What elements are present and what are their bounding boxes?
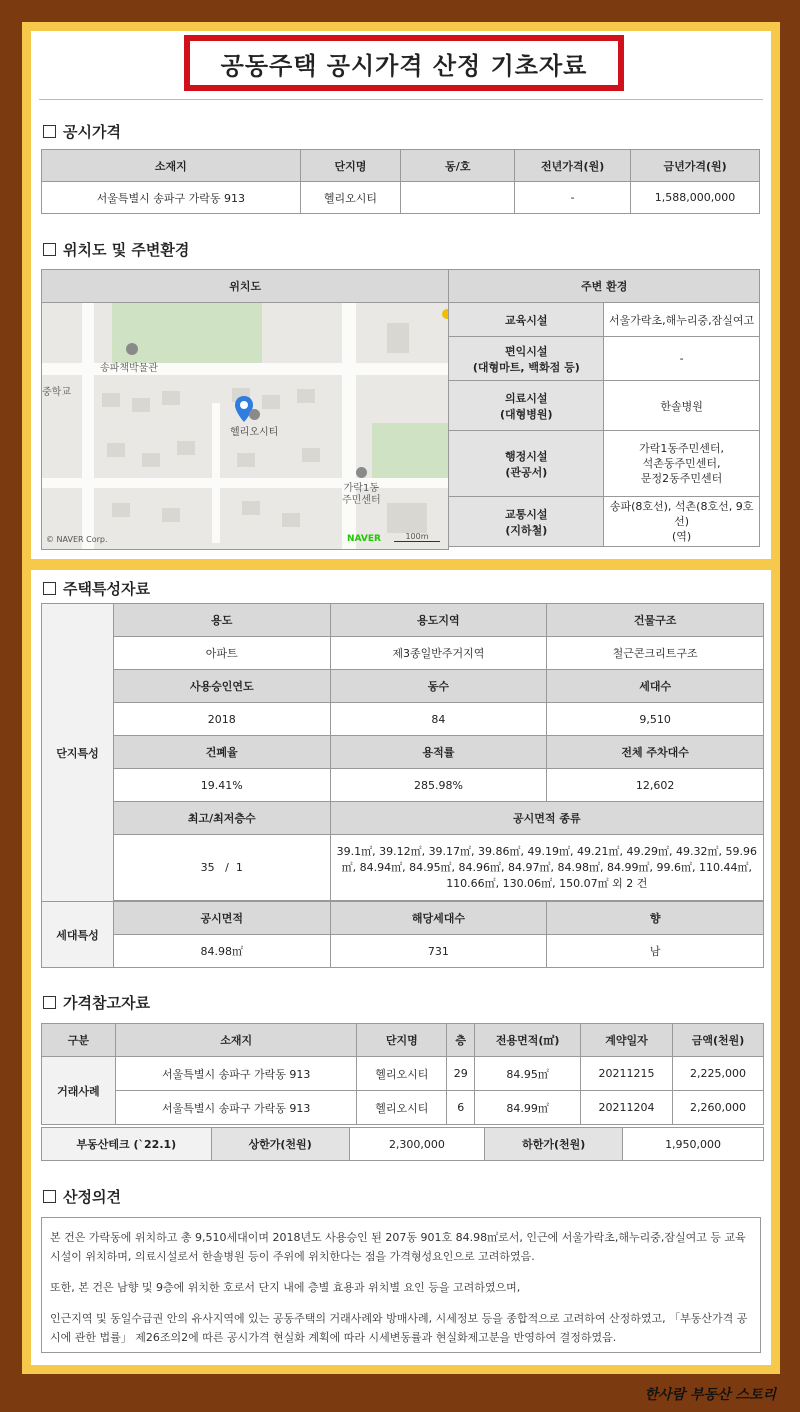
env-value: 송파(8호선), 석촌(8호선, 9호선) (역) <box>604 497 760 547</box>
reference-cell: 서울특별시 송파구 가락동 913 <box>115 1091 357 1125</box>
building <box>177 441 195 455</box>
env-label: 교육시설 <box>449 303 604 337</box>
env-value: 서울가락초,해누리중,잠실여고 <box>604 303 760 337</box>
feature-header: 건폐율 <box>113 736 330 769</box>
center-icon <box>356 467 367 478</box>
map-label-school: 중학교 <box>42 387 71 398</box>
env-value: 가락1동주민센터, 석촌동주민센터, 문정2동주민센터 <box>604 431 760 497</box>
building <box>112 503 130 517</box>
feature-cell: 285.98% <box>330 769 547 802</box>
section-price <box>43 121 121 142</box>
feature-cell: 철근콘크리트구조 <box>547 637 764 670</box>
park-area <box>372 423 449 483</box>
feature-cell: 84 <box>330 703 547 736</box>
checkbox-icon <box>43 1190 56 1203</box>
section-location <box>43 239 189 260</box>
env-header: 주변 환경 <box>449 270 760 303</box>
env-label: 행정시설 (관공서) <box>449 431 604 497</box>
building <box>162 391 180 405</box>
reference-cell: 20211204 <box>581 1091 673 1125</box>
map-label-museum: 송파책박물관 <box>100 363 158 374</box>
sedae-header: 해당세대수 <box>330 902 547 935</box>
reference-cell: 2,225,000 <box>673 1057 764 1091</box>
price-header: 소재지 <box>42 150 301 182</box>
checkbox-icon <box>43 125 56 138</box>
section-opinion-label: 산정의견 <box>63 1188 121 1206</box>
feature-header: 건물구조 <box>547 604 764 637</box>
building <box>282 513 300 527</box>
reference-cell: 6 <box>447 1091 475 1125</box>
reference-header: 계약일자 <box>581 1024 673 1057</box>
bottom-panel-inner <box>31 570 771 1365</box>
price-cell: - <box>515 182 631 214</box>
map-scale: 100m <box>394 532 440 542</box>
footer-brand: 한사람 부동산 스토리 <box>644 1387 776 1403</box>
map-label-center: 가락1동 주민센터 <box>342 483 381 506</box>
env-label: 교통시설 (지하철) <box>449 497 604 547</box>
museum-icon <box>126 343 138 355</box>
map-label-complex: 헬리오시티 <box>230 427 279 438</box>
building <box>242 501 260 515</box>
reference-cell: 서울특별시 송파구 가락동 913 <box>115 1057 357 1091</box>
building <box>237 453 255 467</box>
floors-value: 35 / 1 <box>113 835 330 901</box>
floors-header: 최고/최저층수 <box>113 802 330 835</box>
sedae-cell: 731 <box>330 935 547 968</box>
reference-cell: 29 <box>447 1057 475 1091</box>
price-header: 전년가격(원) <box>515 150 631 182</box>
price-cell: 1,588,000,000 <box>631 182 760 214</box>
lower-value: 1,950,000 <box>623 1128 764 1161</box>
opinion-box <box>41 1217 761 1353</box>
section-features-label: 주택특성자료 <box>63 580 150 598</box>
feature-cell: 19.41% <box>113 769 330 802</box>
reference-header: 단지명 <box>357 1024 447 1057</box>
reference-cell: 2,260,000 <box>673 1091 764 1125</box>
section-price-label: 공시가격 <box>63 123 121 141</box>
section-reference <box>43 992 150 1013</box>
reference-table <box>41 1023 764 1125</box>
checkbox-icon <box>43 582 56 595</box>
area-types-value: 39.1㎡, 39.12㎡, 39.17㎡, 39.86㎡, 49.19㎡, 49.21㎡, 49.29㎡, 49.32㎡, 59.96㎡, 84.94㎡, 84.95㎡, 84.96㎡, 84.97㎡, 84.98㎡, 84.99㎡, 99.6㎡, 110.44㎡, 110.66㎡, 130.06㎡, 150.07㎡ 외 2 건 <box>330 835 763 901</box>
location-map[interactable] <box>41 302 449 550</box>
reference-cell: 20211215 <box>581 1057 673 1091</box>
reference-group: 거래사례 <box>42 1057 116 1125</box>
bottom-panel <box>22 564 780 1374</box>
building <box>107 443 125 457</box>
road <box>212 403 220 543</box>
feature-header: 세대수 <box>547 670 764 703</box>
top-panel <box>22 22 780 568</box>
upper-label: 상한가(천원) <box>211 1128 349 1161</box>
sedae-label: 세대특성 <box>42 902 114 968</box>
danji-label: 단지특성 <box>42 604 114 902</box>
feature-header: 용도 <box>113 604 330 637</box>
building <box>297 389 315 403</box>
opinion-paragraph: 본 건은 가락동에 위치하고 총 9,510세대이며 2018년도 사용승인 된 207동 901호 84.98㎡로서, 인근에 서울가락초,해누리중,잠실여고 등 교육시설이 위치하며, 의료시설로서 한솔병원 등이 주위에 위치한다는 점을 가격형성요인으로 고려하였음. <box>50 1231 746 1263</box>
price-header: 단지명 <box>300 150 401 182</box>
tech-label: 부동산테크 (`22.1) <box>42 1128 212 1161</box>
sedae-cell: 84.98㎡ <box>113 935 330 968</box>
road <box>342 303 356 550</box>
price-cell: 헬리오시티 <box>300 182 401 214</box>
feature-cell: 2018 <box>113 703 330 736</box>
reference-header: 구분 <box>42 1024 116 1057</box>
env-value: 한솔병원 <box>604 381 760 431</box>
reference-header: 전용면적(㎡) <box>475 1024 581 1057</box>
map-header: 위치도 <box>42 270 449 303</box>
checkbox-icon <box>43 243 56 256</box>
upper-value: 2,300,000 <box>349 1128 485 1161</box>
reference-header: 소재지 <box>115 1024 357 1057</box>
top-panel-inner <box>31 31 771 559</box>
building <box>142 453 160 467</box>
sedae-header: 향 <box>547 902 764 935</box>
feature-header: 용도지역 <box>330 604 547 637</box>
feature-cell: 아파트 <box>113 637 330 670</box>
building <box>387 503 427 533</box>
price-header: 동/호 <box>401 150 515 182</box>
map-copyright: © NAVER Corp. <box>46 535 108 544</box>
env-value: - <box>604 337 760 381</box>
opinion-paragraph: 또한, 본 건은 남향 및 9층에 위치한 호로서 단지 내에 층별 효용과 위치별 요인 등을 고려하였으며, <box>50 1281 521 1294</box>
feature-cell: 12,602 <box>547 769 764 802</box>
env-label: 의료시설 (대형병원) <box>449 381 604 431</box>
features-table <box>41 603 764 968</box>
road <box>82 303 94 550</box>
price-cell: 서울특별시 송파구 가락동 913 <box>42 182 301 214</box>
road <box>42 478 449 488</box>
price-header: 금년가격(원) <box>631 150 760 182</box>
naver-logo: NAVER <box>347 534 381 544</box>
feature-header: 동수 <box>330 670 547 703</box>
section-location-label: 위치도 및 주변환경 <box>63 241 190 259</box>
page-title: 공동주택 공시가격 산정 기초자료 <box>184 35 624 91</box>
opinion-paragraph: 인근지역 및 동일수급권 안의 유사지역에 있는 공동주택의 거래사례와 방매사례, 시세정보 등을 종합적으로 고려하여 산정하였고, 「부동산가격 공시에 관한 법률」 제26조의2에 따른 공시가격 현실화 계획에 따라 시세변동률과 현실화제고분을 반영하여 결정하였음. <box>50 1312 748 1344</box>
area-types-header: 공시면적 종류 <box>330 802 763 835</box>
feature-cell: 제3종일반주거지역 <box>330 637 547 670</box>
env-label: 편익시설 (대형마트, 백화점 등) <box>449 337 604 381</box>
section-reference-label: 가격참고자료 <box>63 994 150 1012</box>
building <box>387 323 409 353</box>
building <box>302 448 320 462</box>
building <box>132 398 150 412</box>
building <box>102 393 120 407</box>
feature-cell: 9,510 <box>547 703 764 736</box>
building <box>262 395 280 409</box>
section-features <box>43 578 150 599</box>
sedae-header: 공시면적 <box>113 902 330 935</box>
feature-header: 용적률 <box>330 736 547 769</box>
reference-header: 층 <box>447 1024 475 1057</box>
divider <box>39 99 763 100</box>
lower-label: 하한가(천원) <box>485 1128 623 1161</box>
feature-header: 전체 주차대수 <box>547 736 764 769</box>
reference-cell: 84.99㎡ <box>475 1091 581 1125</box>
tech-price-table <box>41 1127 764 1161</box>
reference-cell: 헬리오시티 <box>357 1091 447 1125</box>
reference-header: 금액(천원) <box>673 1024 764 1057</box>
checkbox-icon <box>43 996 56 1009</box>
price-table <box>41 149 760 214</box>
sedae-cell: 남 <box>547 935 764 968</box>
building-icon <box>249 409 260 420</box>
feature-header: 사용승인연도 <box>113 670 330 703</box>
building <box>162 508 180 522</box>
reference-cell: 헬리오시티 <box>357 1057 447 1091</box>
poi-icon <box>442 309 449 319</box>
price-cell <box>401 182 515 214</box>
reference-cell: 84.95㎡ <box>475 1057 581 1091</box>
section-opinion <box>43 1186 121 1207</box>
